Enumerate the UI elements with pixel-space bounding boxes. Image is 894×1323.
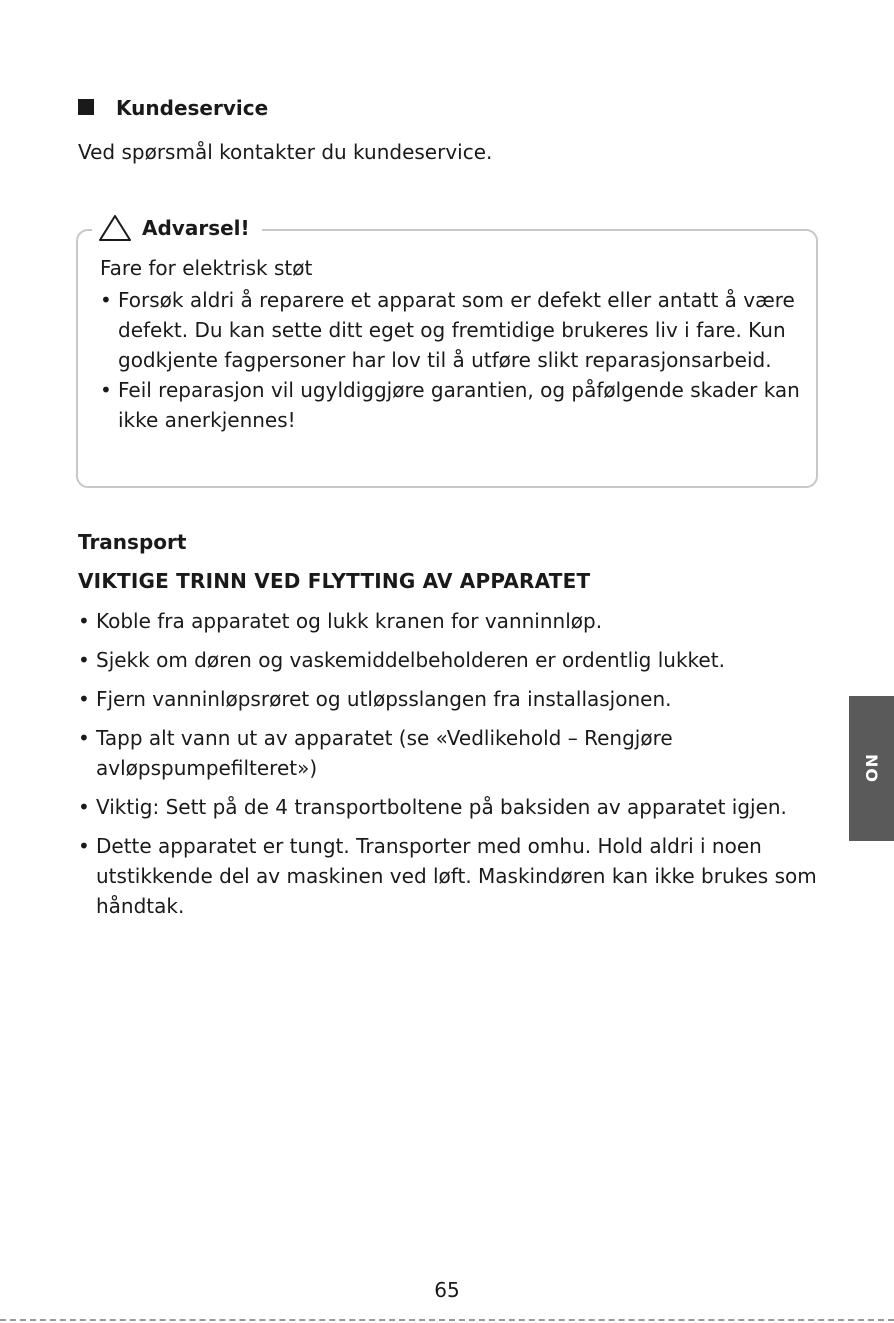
- warning-triangle-icon: [98, 214, 132, 242]
- list-item: • Forsøk aldri å reparere et apparat som er defekt eller antatt å være defekt. Du kan sette ditt eget og fremtidige brukeres liv i fare. Kun godkjente fagpersoner har lov til å utføre slikt reparasjonsarbeid.: [100, 285, 805, 375]
- list-item: • Feil reparasjon vil ugyldiggjøre garantien, og påfølgende skader kan ikke anerkjennes!: [100, 375, 805, 435]
- list-item: • Koble fra apparatet og lukk kranen for vanninnløp.: [78, 606, 823, 636]
- list-item: • Viktig: Sett på de 4 transportboltene på baksiden av apparatet igjen.: [78, 792, 823, 822]
- section-square-bullet: [78, 99, 94, 115]
- warning-subtitle: Fare for elektrisk støt: [100, 256, 313, 280]
- warning-list: [100, 285, 805, 435]
- transport-list: [78, 606, 823, 930]
- language-tab: [849, 696, 894, 841]
- page-number: 65: [434, 1278, 460, 1302]
- warning-title: Advarsel!: [142, 216, 250, 240]
- kundeservice-heading: Kundeservice: [116, 96, 269, 120]
- transport-subheading: VIKTIGE TRINN VED FLYTTING AV APPARATET: [78, 569, 591, 593]
- transport-heading: Transport: [78, 530, 187, 554]
- list-item: • Fjern vanninløpsrøret og utløpsslangen fra installasjonen.: [78, 684, 823, 714]
- list-item: • Sjekk om døren og vaskemiddelbeholderen er ordentlig lukket.: [78, 645, 823, 675]
- list-item: • Dette apparatet er tungt. Transporter med omhu. Hold aldri i noen utstikkende del av maskinen ved løft. Maskindøren kan ikke brukes som håndtak.: [78, 831, 823, 921]
- language-tab-label: NO: [862, 754, 881, 783]
- warning-header: [92, 212, 262, 244]
- kundeservice-text: Ved spørsmål kontakter du kundeservice.: [78, 140, 493, 164]
- bottom-dashed-rule: [0, 1319, 894, 1321]
- list-item: • Tapp alt vann ut av apparatet (se «Vedlikehold – Rengjøre avløpspumpefilteret»): [78, 723, 823, 783]
